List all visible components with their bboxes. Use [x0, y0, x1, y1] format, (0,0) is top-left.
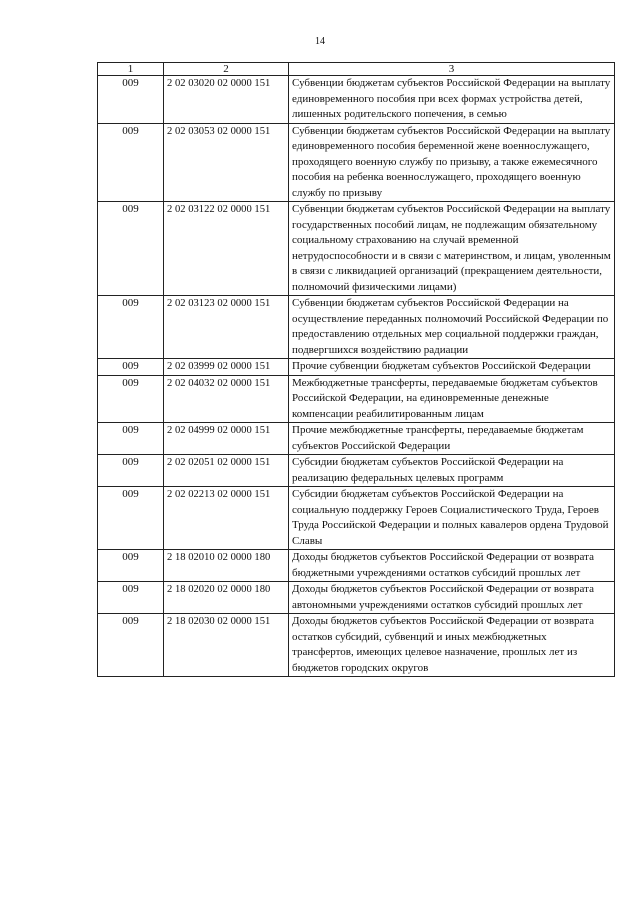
table-row — [98, 582, 615, 614]
income-name-cell: Субсидии бюджетам субъектов Российской Федерации на реализацию федеральных целевых программ — [289, 455, 615, 487]
admin-code-cell: 009 — [98, 296, 164, 359]
budget-code-cell: 2 02 02051 02 0000 151 — [164, 455, 289, 487]
budget-code-cell: 2 18 02010 02 0000 180 — [164, 550, 289, 582]
table-row — [98, 359, 615, 376]
income-name-cell: Доходы бюджетов субъектов Российской Федерации от возврата автономными учреждениями остатков субсидий прошлых лет — [289, 582, 615, 614]
income-name-cell: Межбюджетные трансферты, передаваемые бюджетам субъектов Российской Федерации, на единовременные денежные компенсации реабилитированным лицам — [289, 375, 615, 423]
income-name-cell: Субвенции бюджетам субъектов Российской Федерации на выплату единовременного пособия беременной жене военнослужащего, проходящего военную службу по призыву, а также ежемесячного пособия на ребенка военнослужащего, проходящего военную службу по призыву — [289, 123, 615, 202]
budget-classification-table — [97, 62, 615, 677]
income-name-cell: Доходы бюджетов субъектов Российской Федерации от возврата остатков субсидий, субвенций и иных межбюджетных трансфертов, имеющих целевое назначение, прошлых лет из бюджетов городских округов — [289, 614, 615, 677]
admin-code-cell: 009 — [98, 423, 164, 455]
budget-code-cell: 2 02 03123 02 0000 151 — [164, 296, 289, 359]
budget-code-cell: 2 02 02213 02 0000 151 — [164, 487, 289, 550]
income-name-cell: Субвенции бюджетам субъектов Российской Федерации на осуществление переданных полномочий Российской Федерации по предоставлению отдельных мер социальной поддержки граждан, подвергшихся воздействию радиации — [289, 296, 615, 359]
table-row — [98, 76, 615, 124]
budget-code-cell: 2 02 04999 02 0000 151 — [164, 423, 289, 455]
table-row — [98, 550, 615, 582]
income-name-cell: Субсидии бюджетам субъектов Российской Федерации на социальную поддержку Героев Социалистического Труда, Героев Труда Российской Федерации и полных кавалеров ордена Трудовой Славы — [289, 487, 615, 550]
budget-code-cell: 2 02 03999 02 0000 151 — [164, 359, 289, 376]
admin-code-cell: 009 — [98, 455, 164, 487]
table-row — [98, 455, 615, 487]
budget-code-cell: 2 18 02030 02 0000 151 — [164, 614, 289, 677]
budget-code-cell: 2 02 03020 02 0000 151 — [164, 76, 289, 124]
admin-code-cell: 009 — [98, 202, 164, 296]
admin-code-cell: 009 — [98, 582, 164, 614]
income-name-cell: Прочие межбюджетные трансферты, передаваемые бюджетам субъектов Российской Федерации — [289, 423, 615, 455]
admin-code-cell: 009 — [98, 375, 164, 423]
budget-code-cell: 2 02 03053 02 0000 151 — [164, 123, 289, 202]
admin-code-cell: 009 — [98, 76, 164, 124]
admin-code-cell: 009 — [98, 487, 164, 550]
admin-code-cell: 009 — [98, 550, 164, 582]
column-header-2: 2 — [164, 63, 289, 76]
budget-code-cell: 2 02 03122 02 0000 151 — [164, 202, 289, 296]
budget-code-cell: 2 18 02020 02 0000 180 — [164, 582, 289, 614]
table-row — [98, 123, 615, 202]
table-header-row — [98, 63, 615, 76]
income-name-cell: Субвенции бюджетам субъектов Российской Федерации на выплату государственных пособий лицам, не подлежащим обязательному социальному страхованию на случай временной нетрудоспособности и в связи с материнством, и лицам, уволенным в связи с ликвидацией организаций (прекращением деятельности, полномочий физическими лицами) — [289, 202, 615, 296]
table-row — [98, 202, 615, 296]
page-number: 14 — [315, 36, 325, 47]
table-row — [98, 614, 615, 677]
column-header-1: 1 — [98, 63, 164, 76]
income-name-cell: Субвенции бюджетам субъектов Российской Федерации на выплату единовременного пособия при всех формах устройства детей, лишенных родительского попечения, в семью — [289, 76, 615, 124]
admin-code-cell: 009 — [98, 123, 164, 202]
table-row — [98, 375, 615, 423]
admin-code-cell: 009 — [98, 359, 164, 376]
admin-code-cell: 009 — [98, 614, 164, 677]
column-header-3: 3 — [289, 63, 615, 76]
income-name-cell: Прочие субвенции бюджетам субъектов Российской Федерации — [289, 359, 615, 376]
income-name-cell: Доходы бюджетов субъектов Российской Федерации от возврата бюджетными учреждениями остатков субсидий прошлых лет — [289, 550, 615, 582]
table-row — [98, 487, 615, 550]
budget-code-cell: 2 02 04032 02 0000 151 — [164, 375, 289, 423]
table-row — [98, 296, 615, 359]
table-row — [98, 423, 615, 455]
